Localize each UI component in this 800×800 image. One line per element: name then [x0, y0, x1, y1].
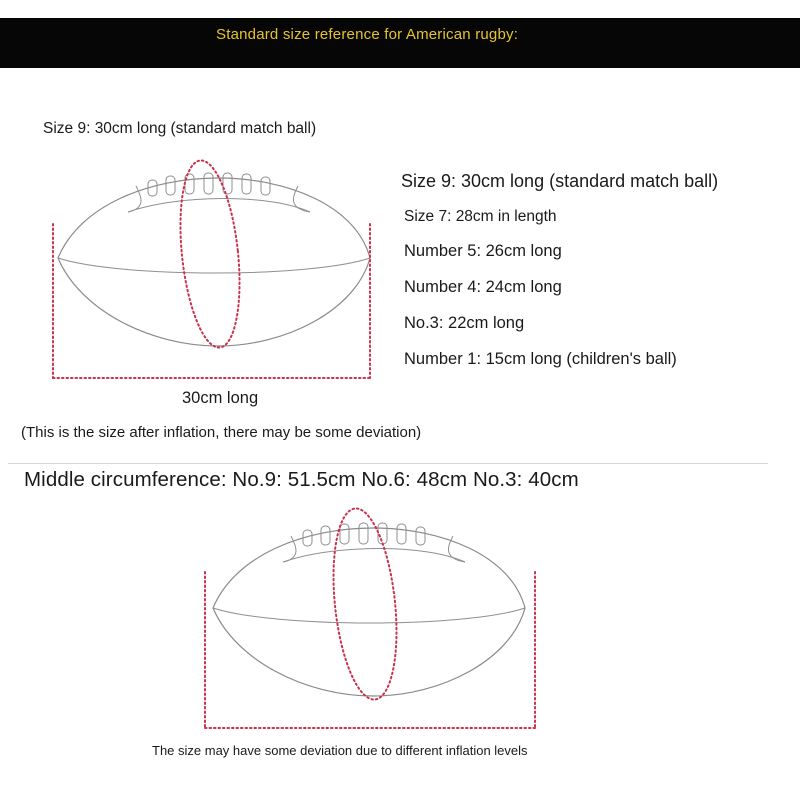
size-list-item: No.3: 22cm long — [404, 314, 525, 332]
inflation-deviation-note: The size may have some deviation due to different inflation levels — [152, 743, 528, 758]
football-illustration-bottom — [195, 500, 545, 740]
circumference-text: Middle circumference: No.9: 51.5cm No.6: 48cm No.3: 40cm — [24, 468, 579, 491]
size-list-item: Number 5: 26cm long — [404, 242, 562, 260]
length-label: 30cm long — [182, 389, 259, 407]
size-list-item: Number 4: 24cm long — [404, 278, 562, 296]
banner-title: Standard size reference for American rugby: — [216, 26, 519, 43]
top-ball-caption: Size 9: 30cm long (standard match ball) — [43, 120, 317, 137]
header-banner — [0, 18, 800, 68]
football-illustration-top — [40, 150, 390, 390]
size-list-item: Size 9: 30cm long (standard match ball) — [401, 171, 719, 191]
section-divider — [8, 463, 768, 464]
size-list-item: Number 1: 15cm long (children's ball) — [404, 350, 677, 368]
size-list-item: Size 7: 28cm in length — [404, 208, 557, 225]
inflation-note: (This is the size after inflation, there may be some deviation) — [21, 424, 422, 441]
